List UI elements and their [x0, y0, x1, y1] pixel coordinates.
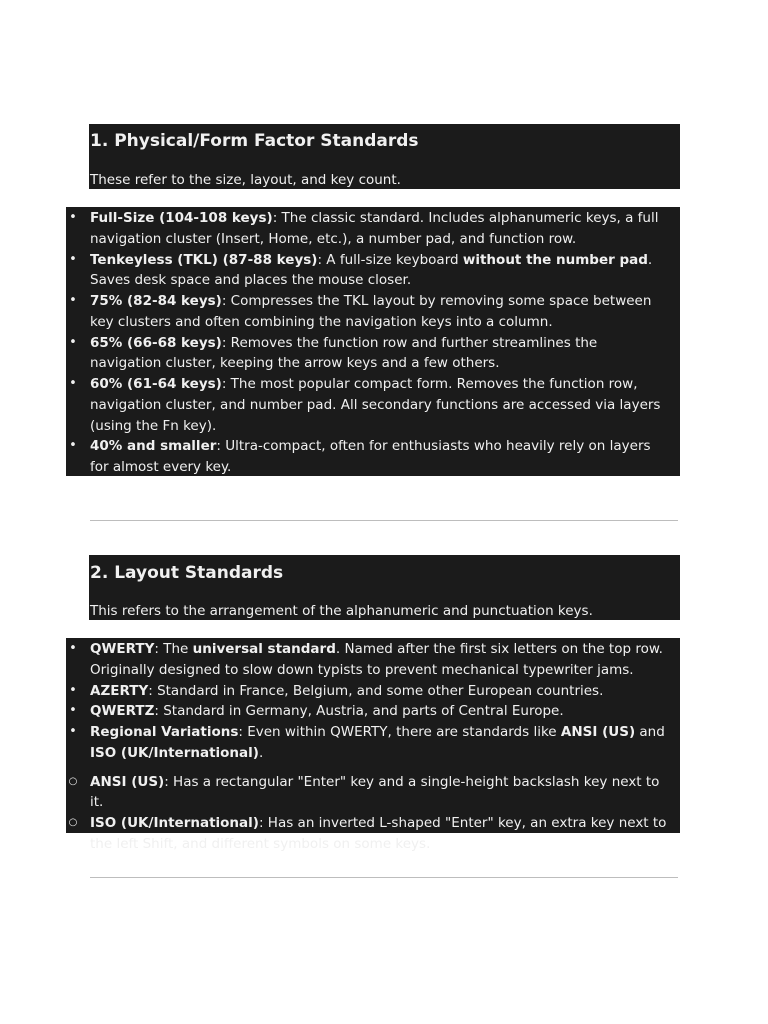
list-item — [66, 722, 680, 764]
bold-term: ANSI (US) — [560, 724, 636, 740]
disc-bullet-icon: • — [69, 703, 77, 719]
bold-term: 75% (82-84 keys) — [90, 293, 222, 309]
disc-bullet-icon: • — [69, 210, 77, 225]
item-text: : Has an inverted L-shaped "Enter" key, an extra key next to the left Shift, and different symbols on some keys. — [90, 815, 667, 852]
list-item — [66, 250, 680, 292]
section-2-title: 2. Layout Standards — [90, 563, 284, 583]
circle-bullet-icon: ○ — [68, 775, 78, 787]
item-text: and — [635, 724, 665, 740]
list-item — [66, 639, 680, 681]
list-item — [66, 374, 680, 436]
bold-term: ANSI (US) — [90, 773, 165, 790]
disc-bullet-icon: • — [69, 682, 77, 698]
section-1-header — [89, 124, 680, 189]
item-text: : A full-size keyboard — [317, 251, 463, 268]
bold-term: ISO (UK/International) — [90, 744, 259, 761]
item-text: . Named after the first six letters on the top row. Originally designed to slow down typists to prevent mechanical typewriter jams. — [90, 641, 663, 678]
bold-term: without the number pad — [462, 251, 648, 268]
list-item — [66, 291, 680, 333]
item-text: : Compresses the TKL layout by removing some space between key clusters and often combining the navigation keys into a column. — [90, 293, 652, 330]
bold-term: Full-Size (104-108 keys) — [90, 210, 273, 226]
bold-term: universal standard — [192, 641, 336, 657]
item-text: : Removes the function row and further streamlines the navigation cluster, keeping the arrow keys and a few others. — [90, 334, 598, 372]
bold-term: Tenkeyless (TKL) (87-88 keys) — [90, 251, 318, 268]
list-item — [66, 772, 680, 814]
section-2-list-block — [66, 638, 680, 852]
section-1-title: 1. Physical/Form Factor Standards — [90, 131, 419, 151]
bold-term: QWERTY — [90, 641, 155, 657]
bold-term: 65% (66-68 keys) — [90, 334, 222, 351]
bold-term: ISO (UK/International) — [90, 815, 259, 831]
item-text: . — [258, 744, 264, 761]
list-item — [66, 701, 680, 722]
bold-term: QWERTZ — [90, 703, 155, 720]
item-text: : Even within QWERTY, there are standards like — [238, 724, 561, 740]
item-text: : The — [154, 641, 193, 657]
bold-term: AZERTY — [90, 682, 149, 699]
item-text: . Saves desk space and places the mouse closer. — [90, 251, 653, 289]
section-1-intro: These refer to the size, layout, and key count. — [90, 172, 401, 188]
section-1-list-block — [66, 207, 680, 476]
disc-bullet-icon: • — [69, 438, 77, 454]
disc-bullet-icon: • — [69, 251, 77, 267]
divider-1 — [90, 520, 678, 521]
section-2-intro: This refers to the arrangement of the alphanumeric and punctuation keys. — [90, 603, 593, 619]
section-2-header — [89, 555, 680, 620]
item-text: : The classic standard. Includes alphanumeric keys, a full navigation cluster (Insert, Home, etc.), a number pad, and function row. — [90, 210, 659, 247]
list-item — [66, 333, 680, 375]
item-text: : Standard in Germany, Austria, and parts of Central Europe. — [154, 703, 564, 720]
disc-bullet-icon: • — [69, 641, 77, 656]
circle-bullet-icon: ○ — [68, 817, 78, 828]
section-1-list — [66, 208, 680, 478]
list-item — [66, 208, 680, 250]
list-item — [66, 681, 680, 702]
item-text: : Has a rectangular "Enter" key and a single-height backslash key next to it. — [90, 773, 660, 811]
bold-term: Regional Variations — [90, 724, 239, 740]
list-item — [66, 813, 680, 855]
item-text: : The most popular compact form. Removes the function row, navigation cluster, and number pad. All secondary functions are accessed via layers (using the Fn key). — [90, 376, 661, 434]
disc-bullet-icon: • — [69, 334, 77, 350]
item-text: : Standard in France, Belgium, and some other European countries. — [148, 682, 604, 699]
item-text: : Ultra-compact, often for enthusiasts who heavily rely on layers for almost every key. — [90, 438, 651, 475]
bold-term: 40% and smaller — [90, 438, 217, 455]
divider-2 — [90, 877, 678, 878]
list-item — [66, 436, 680, 478]
disc-bullet-icon: • — [69, 293, 77, 308]
section-2-list — [66, 639, 680, 855]
disc-bullet-icon: • — [69, 376, 77, 391]
bold-term: 60% (61-64 keys) — [90, 376, 222, 392]
disc-bullet-icon: • — [69, 724, 77, 739]
